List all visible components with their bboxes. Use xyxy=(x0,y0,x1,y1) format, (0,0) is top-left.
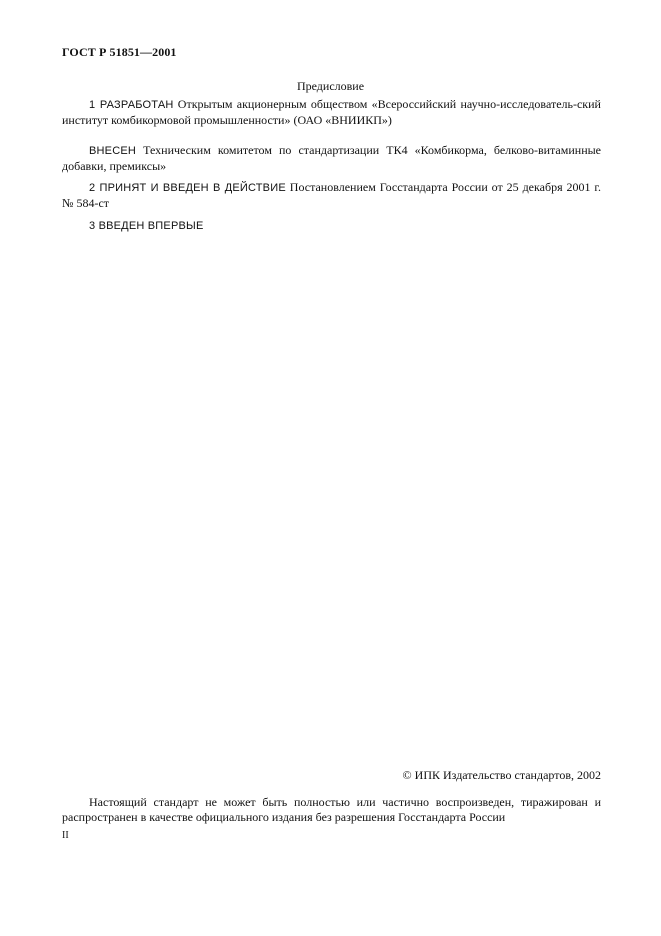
paragraph-label: 2 ПРИНЯТ И ВВЕДЕН В ДЕЙСТВИЕ xyxy=(89,182,286,194)
paragraph-label: 3 ВВЕДЕН ВПЕРВЫЕ xyxy=(89,220,204,232)
reproduction-notice: Настоящий стандарт не может быть полностью или частично воспроизведен, тиражирован и распространен в качестве официального издания без разрешения Госстандарта России xyxy=(62,795,601,824)
paragraph-text: Техническим комитетом по стандартизации ТК4 «Комбикорма, белково-витаминные добавки, премиксы» xyxy=(62,143,601,173)
foreword-paragraph-submitted xyxy=(62,143,601,174)
copyright-line: © ИПК Издательство стандартов, 2002 xyxy=(402,768,601,782)
paragraph-text: Открытым акционерным обществом «Всероссийский научно-исследователь-ский институт комбикормовой промышленности» (ОАО «ВНИИКП») xyxy=(62,97,601,127)
foreword-title: Предисловие xyxy=(296,79,365,93)
foreword-paragraph-developed xyxy=(62,97,601,128)
paragraph-label: 1 РАЗРАБОТАН xyxy=(89,99,174,111)
foreword-paragraph-first-introduced xyxy=(62,218,601,234)
document-id: ГОСТ Р 51851—2001 xyxy=(62,45,177,59)
paragraph-label: ВНЕСЕН xyxy=(89,145,137,157)
page-number: II xyxy=(62,830,69,841)
foreword-paragraph-adopted xyxy=(62,180,601,211)
paragraph-text: Постановлением Госстандарта России от 25 декабря 2001 г. № 584-ст xyxy=(62,180,601,210)
